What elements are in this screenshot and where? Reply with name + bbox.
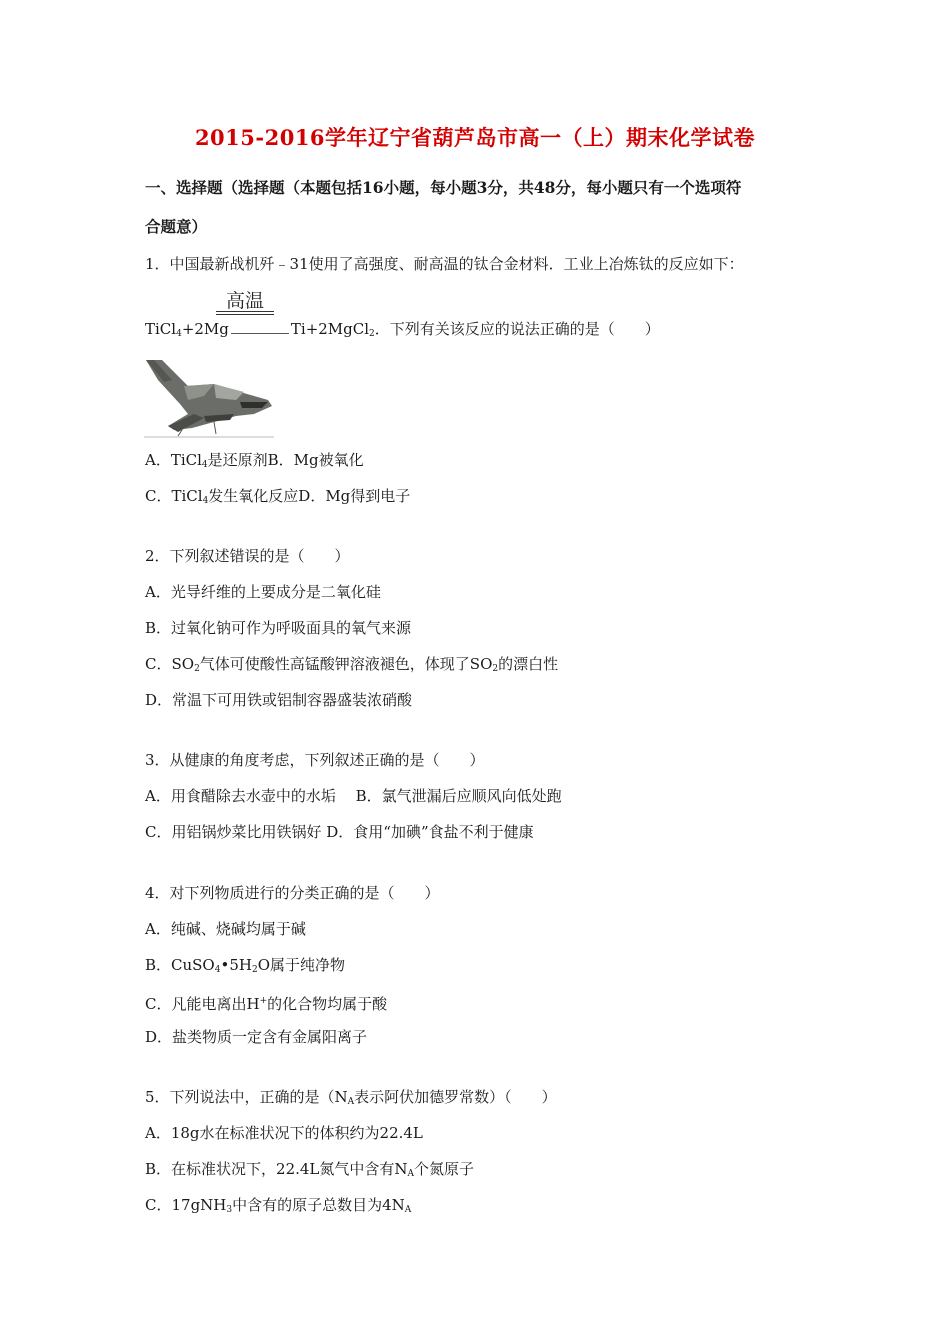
q2-option-a: A．光导纤维的上要成分是二氧化硅 — [145, 583, 381, 601]
q5-option-c: C．17gNH$_3$中含有的原子总数目为$4N_A$ — [145, 1196, 412, 1215]
q5-option-b: B．在标准状况下，22.4L氮气中含有$N_A$个氮原子 — [145, 1160, 475, 1179]
section-heading: 一、选择题（选择题（本题包括16小题，每小题3分，共48分，每小题只有一个选项符 — [145, 178, 742, 197]
page-title: 2015-2016学年辽宁省葫芦岛市高一（上）期末化学试卷 — [194, 125, 756, 150]
q3-option-ab: A．用食醋除去水壶中的水垢 B．氯气泄漏后应顺风向低处跑 — [145, 787, 562, 805]
q1-equation: TiCl$_4$+2Mg Ti+2MgCl$_2$．下列有关该反应的说法正确的是（ ） — [145, 320, 660, 339]
q1-option-ab: A．TiCl$_4$是还原剂B．Mg被氧化 — [145, 451, 364, 470]
q3-stem: 3．从健康的角度考虑，下列叙述正确的是（ ） — [145, 751, 485, 769]
q5-stem: 5．下列说法中，正确的是（$N_A$表示阿伏加德罗常数）（ ） — [145, 1088, 557, 1107]
condition-double-line — [216, 311, 274, 315]
q1-stem: 1．中国最新战机歼﹣31使用了高强度、耐高温的钛合金材料．工业上冶炼钛的反应如下： — [145, 255, 744, 273]
q4-option-a: A．纯碱、烧碱均属于碱 — [145, 920, 306, 938]
q4-option-c: C．凡能电离出H+的化合物均属于酸 — [145, 995, 388, 1013]
q4-option-d: D．盐类物质一定含有金属阳离子 — [145, 1028, 368, 1046]
q2-option-b: B．过氧化钠可作为呼吸面具的氧气来源 — [145, 619, 412, 637]
condition-label: 高温 — [225, 290, 264, 312]
q2-option-d: D．常温下可用铁或铝制容器盛装浓硝酸 — [145, 691, 413, 709]
q2-option-c: C．$SO_2$气体可使酸性高锰酸钾溶液褪色，体现了$SO_2$的漂白性 — [145, 655, 559, 674]
reaction-condition — [216, 286, 274, 316]
equation-arrow-line — [231, 319, 289, 334]
q3-option-cd: C．用铝锅炒菜比用铁锅好 D．食用“加碘”食盐不利于健康 — [145, 823, 534, 841]
q1-option-cd: C．TiCl$_4$发生氧化反应D．Mg得到电子 — [145, 487, 411, 506]
section-heading-cont: 合题意） — [145, 217, 208, 236]
q4-stem: 4．对下列物质进行的分类正确的是（ ） — [145, 884, 440, 902]
q5-option-a: A．18g水在标准状况下的体积约为22.4L — [145, 1124, 423, 1142]
q4-option-b: B．$CuSO_4•5H_2O$属于纯净物 — [145, 956, 345, 975]
q2-stem: 2．下列叙述错误的是（ ） — [145, 547, 350, 565]
fighter-jet-image — [144, 356, 274, 438]
